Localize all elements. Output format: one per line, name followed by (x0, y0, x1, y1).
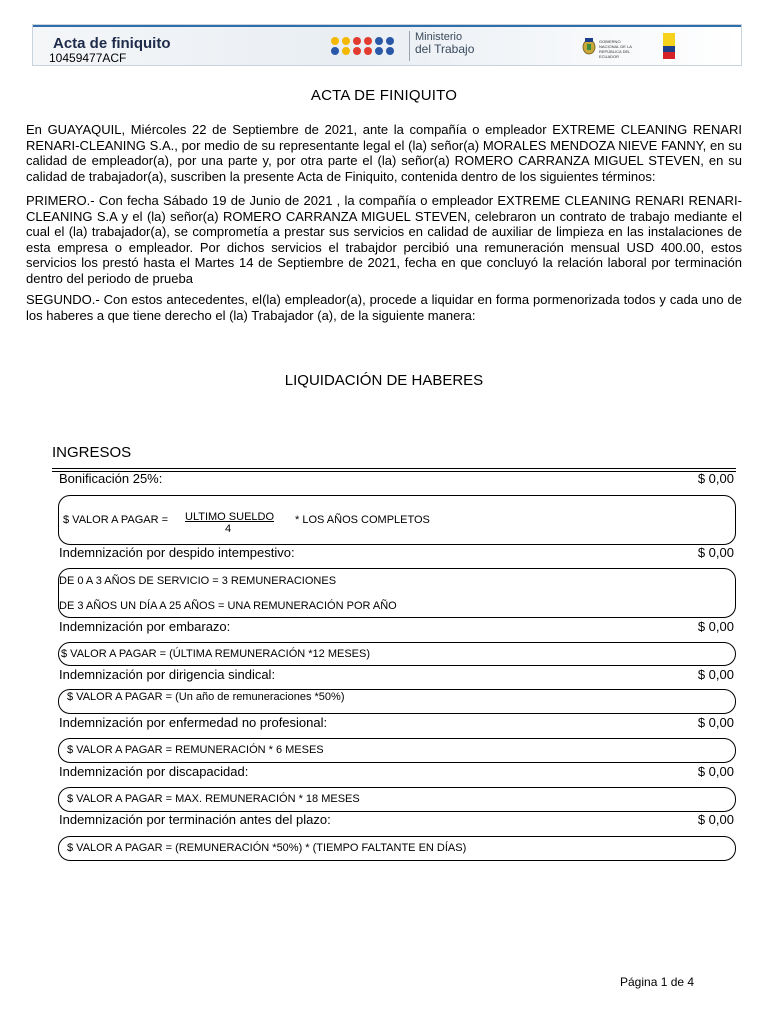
discapacidad-formula: $ VALOR A PAGAR = MAX. REMUNERACIÓN * 18 MESES (67, 793, 360, 805)
formula-numerator: ULTIMO SUELDO (185, 511, 275, 523)
enfermedad-amount: $ 0,00 (697, 715, 734, 730)
terminacion-formula: $ VALOR A PAGAR = (REMUNERACIÓN *50%) * (TIEMPO FALTANTE EN DÍAS) (67, 842, 467, 854)
despido-amount: $ 0,00 (697, 545, 734, 560)
ecuador-flag-icon (663, 33, 675, 59)
logo-dot (331, 47, 339, 55)
logo-dot (353, 47, 361, 55)
sindical-formula-box (58, 689, 736, 714)
despido-formula-line1: DE 0 A 3 AÑOS DE SERVICIO = 3 REMUNERACIONES (59, 575, 337, 587)
bonificacion-amount: $ 0,00 (697, 471, 734, 486)
terminacion-formula-box (58, 836, 736, 861)
ecuador-coat-of-arms-icon (581, 37, 597, 55)
formula-suffix: * LOS AÑOS COMPLETOS (295, 514, 430, 526)
sindical-formula: $ VALOR A PAGAR = (Un año de remuneraciones *50%) (67, 691, 345, 703)
logo-dot (386, 37, 394, 45)
logo-dot (342, 37, 350, 45)
logo-dot (375, 37, 383, 45)
despido-formula-box (58, 568, 736, 618)
terminacion-label: Indemnización por terminación antes del plazo: (59, 812, 331, 827)
ingresos-heading: INGRESOS (52, 444, 132, 461)
sindical-amount: $ 0,00 (697, 667, 734, 682)
document-title: ACTA DE FINIQUITO (310, 87, 458, 104)
primero-paragraph: PRIMERO.- Con fecha Sábado 19 de Junio de 2021 , la compañía o empleador EXTREME CLEANING RENARI RENARI-CLEANING S.A y el (la) señor(a) ROMERO CARRANZA MIGUEL STEVEN, celebraron un contrato de trabajo mediante el cual el (la) trabajador(a), se comprometía a prestar sus servicios en calidad de auxiliar de limpieza en las instalaciones de esta empresa o empleador. Por dichos servicios el trabajdor percibió una remuneración mensual USD 400.00, estos servicios los prestó hasta el Martes 14 de Septiembre de 2021, fecha en que concluyó la relación laboral por terminación dentro del periodo de prueba (26, 193, 742, 286)
embarazo-label: Indemnización por embarazo: (59, 619, 231, 634)
formula-prefix: $ VALOR A PAGAR = (63, 514, 169, 526)
embarazo-amount: $ 0,00 (697, 619, 734, 634)
ministry-line1: Ministerio (415, 31, 463, 43)
section-rule (52, 468, 736, 469)
logo-dot (331, 37, 339, 45)
ministry-line2: del Trabajo (415, 42, 475, 56)
sindical-label: Indemnización por dirigencia sindical: (59, 667, 276, 682)
document-code: 10459477ACF (49, 51, 127, 65)
terminacion-amount: $ 0,00 (697, 812, 734, 827)
ministry-logo-dots (331, 37, 403, 57)
logo-dot (342, 47, 350, 55)
enfermedad-formula-box (58, 738, 736, 763)
logo-dot (353, 37, 361, 45)
logo-dot (386, 47, 394, 55)
enfermedad-label: Indemnización por enfermedad no profesional: (59, 715, 328, 730)
page-number: Página 1 de 4 (620, 975, 695, 989)
logo-dot (364, 47, 372, 55)
despido-formula-line2: DE 3 AÑOS UN DÍA A 25 AÑOS = UNA REMUNERACIÓN POR AÑO (59, 600, 397, 612)
discapacidad-label: Indemnización por discapacidad: (59, 764, 249, 779)
ministry-logo-text (415, 31, 474, 55)
header-divider (409, 31, 410, 61)
despido-label: Indemnización por despido intempestivo: (59, 545, 295, 560)
segundo-paragraph: SEGUNDO.- Con estos antecedentes, el(la) empleador(a), procede a liquidar en forma pormenorizada todos y cada uno de los haberes a que tiene derecho el (la) Trabajador (a), de la siguiente manera: (26, 292, 742, 323)
intro-paragraph: En GUAYAQUIL, Miércoles 22 de Septiembre de 2021, ante la compañía o empleador EXTREME CLEANING RENARI RENARI-CLEANING S.A., por medio de su representante legal el (la) señor(a) MORALES MENDOZA NIEVE FANNY, en su calidad de empleador(a), por una parte y, por otra parte el (la) señor(a) ROMERO CARRANZA MIGUEL STEVEN, en su calidad de trabajador(a), suscriben la presente Acta de Finiquito, contenida dentro de los siguientes términos: (26, 122, 742, 184)
formula-denominator: 4 (225, 523, 232, 535)
discapacidad-formula-box (58, 787, 736, 812)
government-label: GOBIERNO NACIONAL DE LA REPÚBLICA DEL ECUADOR (599, 39, 632, 59)
header-banner (32, 24, 742, 66)
liquidacion-title: LIQUIDACIÓN DE HABERES (284, 372, 484, 389)
embarazo-formula-box (58, 642, 736, 666)
bonificacion-formula-box (58, 495, 736, 545)
embarazo-formula: $ VALOR A PAGAR = (ÚLTIMA REMUNERACIÓN *12 MESES) (61, 648, 370, 660)
enfermedad-formula: $ VALOR A PAGAR = REMUNERACIÓN * 6 MESES (67, 744, 324, 756)
bonificacion-label: Bonificación 25%: (59, 471, 163, 486)
header-title: Acta de finiquito (53, 35, 171, 52)
discapacidad-amount: $ 0,00 (697, 764, 734, 779)
logo-dot (364, 37, 372, 45)
logo-dot (375, 47, 383, 55)
